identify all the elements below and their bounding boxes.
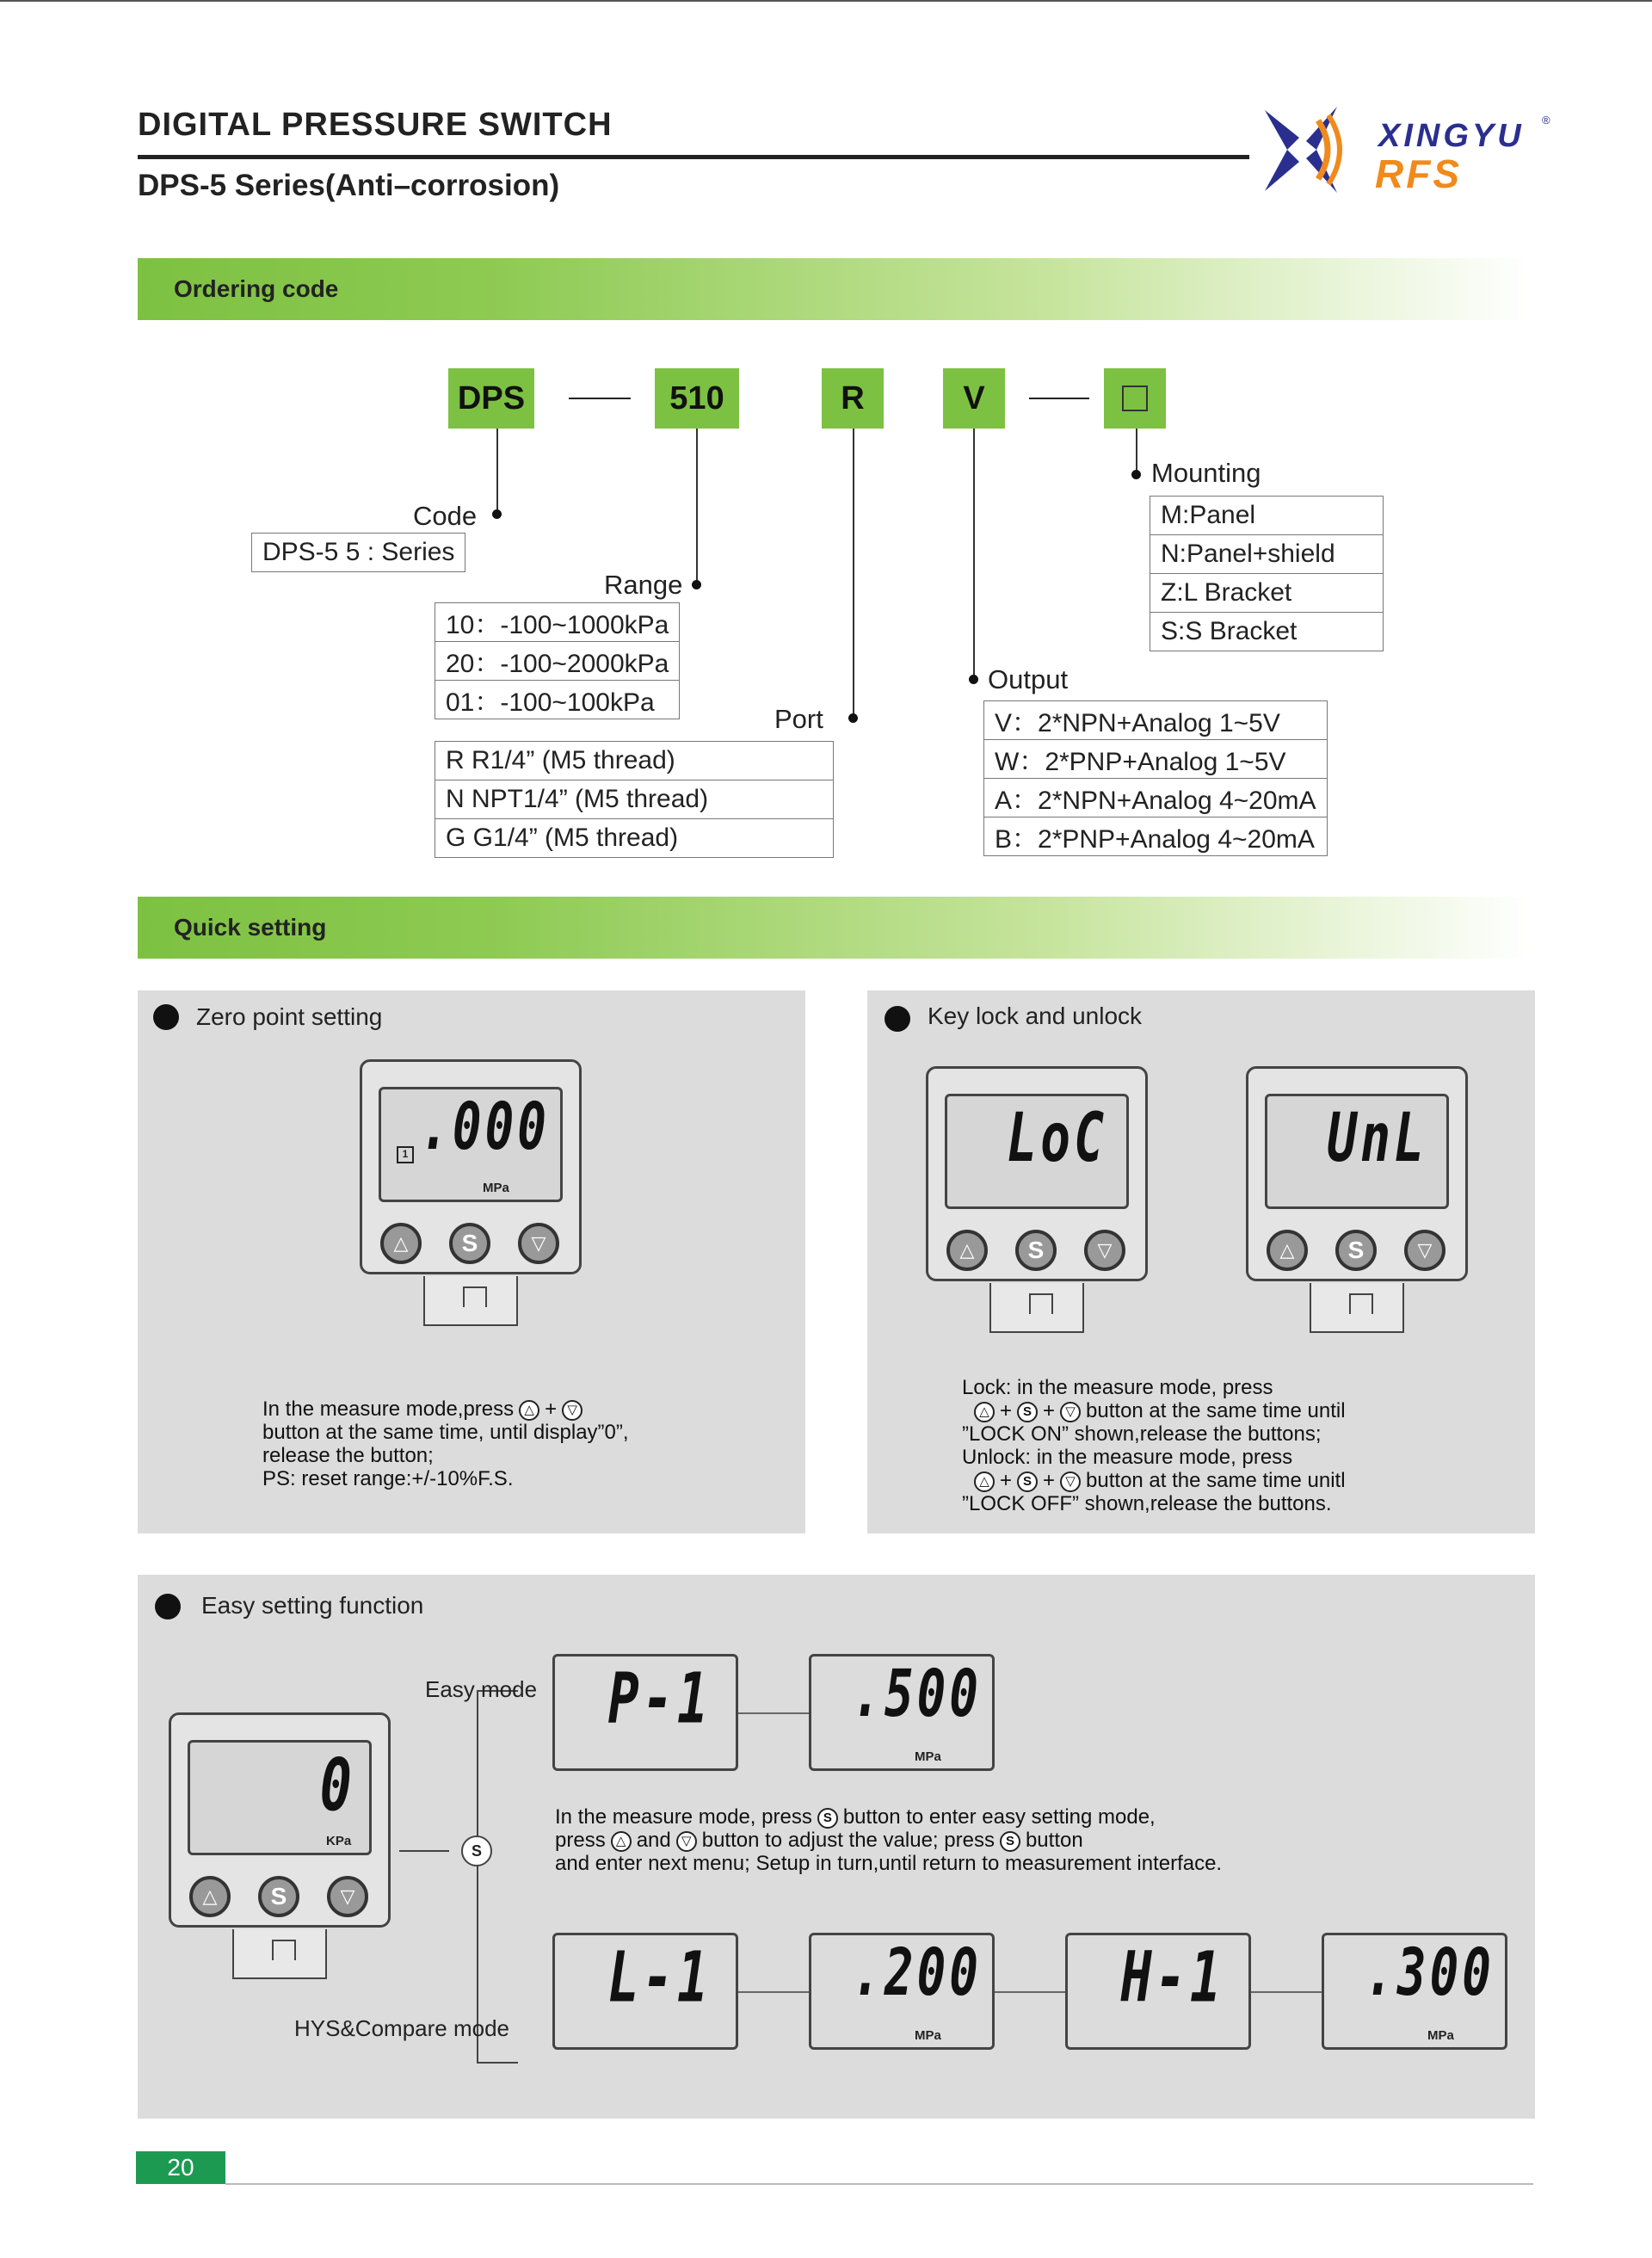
easy-setting-note: In the measure mode, press S button to enter easy setting mode, press △ and ▽ button to adjust the value; press S button and enter next menu; Setup in turn,until return to measurement interface. [555,1805,1223,1875]
mounting-row: N:Panel+shield [1150,535,1384,574]
key-lock-note: Lock: in the measure mode, press △ + S + ▽ button at the same time until ”LOCK ON” shown,release the buttons; Unlock: in the measure mode, press △ + S + ▽ button at the same time unitl ”LOCK OFF” shown,release the buttons. [962,1376,1346,1515]
down-button[interactable]: ▽ [1404,1230,1446,1271]
bullet-icon [155,1594,181,1619]
bullet-icon [153,1004,179,1030]
flow-line [738,1991,809,1993]
page-number: 20 [136,2151,225,2184]
hys-mode-label: HYS&Compare mode [294,2015,509,2041]
port-row: N NPT1/4” (M5 thread) [435,780,834,819]
lcd-value-unlock: UnL [1327,1098,1427,1177]
ordering-code-band [138,258,1532,320]
lcd-value: .000 [420,1089,550,1165]
output-leader [973,429,975,680]
zero-point-panel [138,990,805,1533]
range-table [435,602,680,719]
lcd-value-lock: LoC [1007,1098,1107,1177]
logo-registered: ® [1542,114,1550,126]
code-dot [492,509,502,519]
set-button[interactable]: S [449,1223,490,1264]
code-leader [496,429,498,515]
up-button[interactable]: △ [380,1223,422,1264]
title-rule [138,155,1249,159]
set-icon: S [461,1835,492,1866]
switch-device-unlock [1241,1063,1476,1340]
mounting-row: S:S Bracket [1150,613,1384,651]
code-table [251,533,465,572]
page-subtitle: DPS-5 Series(Anti–corrosion) [138,169,560,202]
quick-setting-band [138,897,1532,959]
output-table [983,700,1328,856]
lcd-p1: P-1 [552,1654,738,1771]
zero-point-title: Zero point setting [196,1003,383,1030]
code-box-output: V [943,368,1005,429]
mount-bracket [989,1283,1084,1333]
page-title: DIGITAL PRESSURE SWITCH [138,107,613,143]
set-icon: S [1017,1402,1038,1422]
port-leader [853,429,854,718]
up-button[interactable]: △ [189,1876,231,1917]
set-button[interactable]: S [1015,1230,1057,1271]
lcd-unit: MPa [483,1181,509,1195]
output-row: A：2*NPN+Analog 4~20mA [984,779,1328,817]
down-icon: ▽ [562,1400,583,1421]
easy-mode-label: Easy mode [425,1676,538,1702]
down-icon: ▽ [1060,1402,1081,1422]
code-box-range: 510 [655,368,739,429]
mount-bracket [232,1929,327,1979]
port-row: R R1/4” (M5 thread) [435,742,834,780]
mounting-dot [1131,470,1141,479]
up-button[interactable]: △ [1267,1230,1308,1271]
top-border [0,0,1652,2]
code-dash [569,398,631,399]
logo-sub: RFS [1375,151,1462,196]
output-row: B：2*PNP+Analog 4~20mA [984,817,1328,856]
code-box-port: R [822,368,884,429]
easy-setting-panel [138,1575,1535,2119]
output-row: W：2*PNP+Analog 1~5V [984,740,1328,779]
port-table [435,741,834,858]
port-label: Port [774,704,823,734]
lcd-value-main: 0 [319,1743,355,1828]
flow-line [995,1991,1065,1993]
set-icon: S [1000,1831,1020,1852]
flow-line [477,1690,478,2062]
code-label: Code [413,501,478,531]
lcd-screen [188,1740,372,1855]
up-icon: △ [974,1471,995,1492]
flow-line [399,1850,449,1852]
key-lock-panel [867,990,1535,1533]
up-icon: △ [974,1402,995,1422]
range-leader [696,429,698,583]
lcd-screen [945,1094,1129,1209]
output-label: Output [988,664,1069,694]
set-icon: S [817,1808,838,1829]
down-icon: ▽ [676,1831,697,1852]
mount-bracket [423,1276,518,1326]
mounting-leader [1136,429,1137,475]
code-dash [1029,398,1089,399]
set-button[interactable]: S [1335,1230,1377,1271]
port-dot [848,713,858,723]
lcd-screen [1265,1094,1449,1209]
easy-setting-title: Easy setting function [201,1592,424,1619]
mounting-table [1150,496,1384,651]
up-icon: △ [519,1400,539,1421]
lcd-screen [379,1087,563,1202]
switch-device-main [163,1709,399,1986]
set-button[interactable]: S [258,1876,299,1917]
lcd-h1-value: .300 MPa [1322,1933,1507,2050]
lcd-l1: L-1 [552,1933,738,2050]
code-box-dps: DPS [448,368,534,429]
empty-square-icon [1122,386,1148,411]
ordering-code-heading: Ordering code [174,275,339,302]
xingyu-logo [1258,102,1559,198]
flow-line [477,2062,518,2064]
mount-bracket [1310,1283,1404,1333]
mounting-row: M:Panel [1150,497,1384,535]
up-button[interactable]: △ [946,1230,988,1271]
down-icon: ▽ [1060,1471,1081,1492]
code-row: DPS-5 5 : Series [252,534,465,572]
switch-device-zero [354,1056,590,1333]
bullet-icon [885,1006,910,1032]
range-row: 01：-100~100kPa [435,681,680,719]
output-row: V：2*NPN+Analog 1~5V [984,701,1328,740]
zero-point-note: In the measure mode,press △ + ▽ button at the same time, until display”0”, release the button; PS: reset range:+/-10%F.S. [262,1397,629,1490]
switch-device-lock [921,1063,1156,1340]
range-row: 20：-100~2000kPa [435,642,680,681]
up-icon: △ [611,1831,632,1852]
flow-line [738,1712,809,1714]
code-box-mounting [1104,368,1166,429]
lcd-h1: H-1 [1065,1933,1251,2050]
lcd-p1-value: .500 MPa [809,1654,995,1771]
flow-line [1251,1991,1322,1993]
lcd-unit: KPa [326,1834,352,1848]
footer-rule [225,2183,1533,2185]
range-label: Range [604,570,683,600]
key-lock-title: Key lock and unlock [928,1003,1143,1029]
down-button[interactable]: ▽ [327,1876,368,1917]
lcd-l1-value: .200 MPa [809,1933,995,2050]
channel-indicator: 1 [397,1146,414,1163]
quick-setting-heading: Quick setting [174,914,327,941]
mounting-row: Z:L Bracket [1150,574,1384,613]
output-dot [969,675,978,684]
set-icon: S [1017,1471,1038,1492]
down-button[interactable]: ▽ [1084,1230,1125,1271]
port-row: G G1/4” (M5 thread) [435,819,834,858]
logo-word: XINGYU [1378,118,1525,154]
mounting-label: Mounting [1151,458,1261,488]
range-dot [692,580,701,589]
down-button[interactable]: ▽ [518,1223,559,1264]
range-row: 10：-100~1000kPa [435,603,680,642]
